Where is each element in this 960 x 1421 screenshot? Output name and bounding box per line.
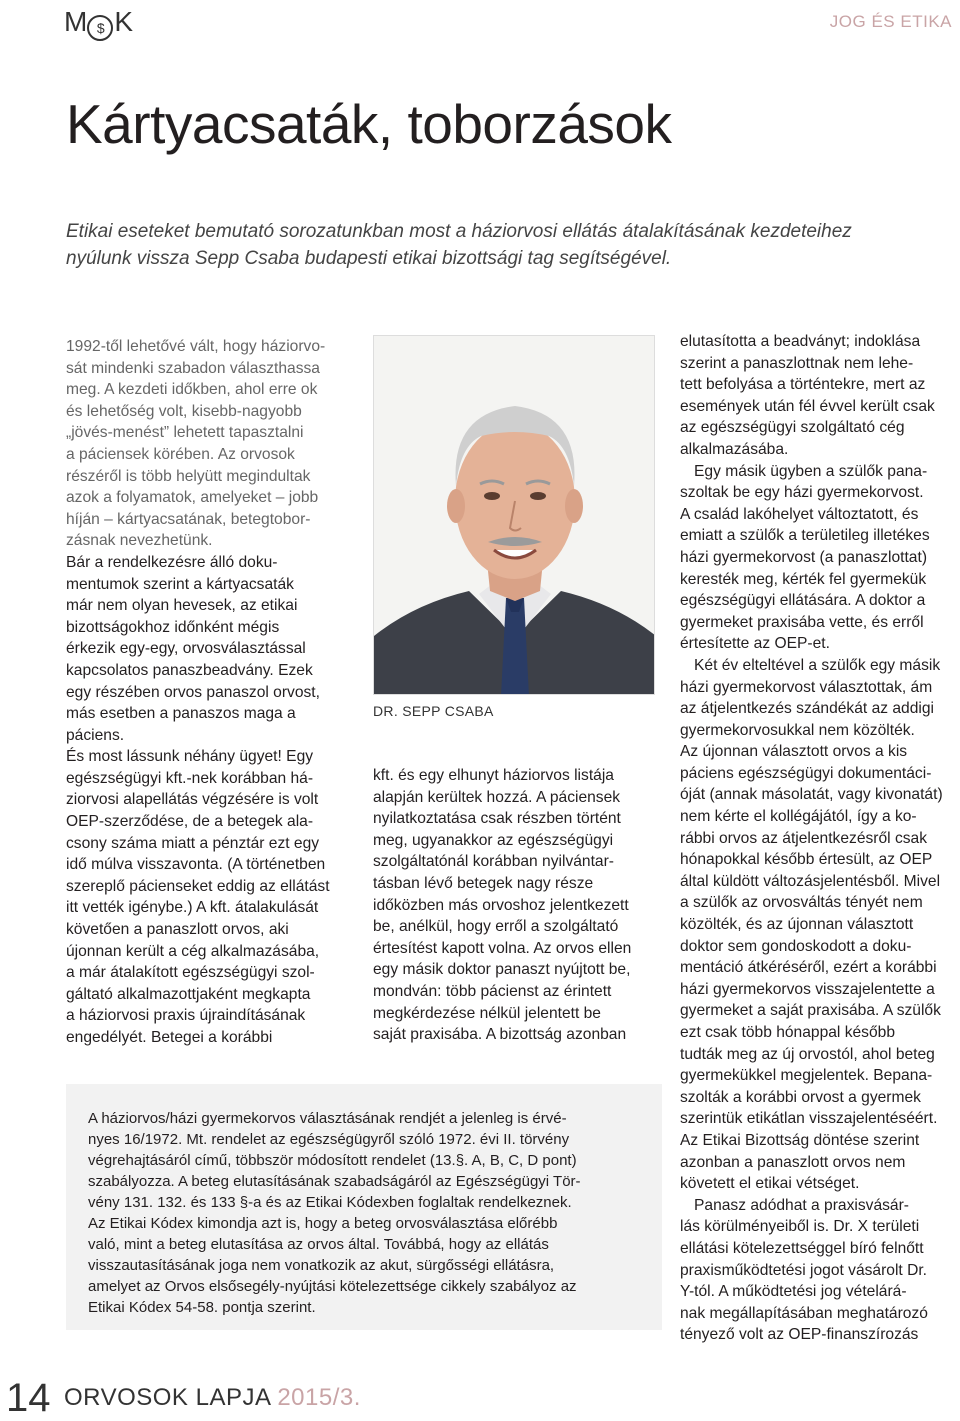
text-line: elutasította a beadványt; indoklása [680, 333, 921, 350]
text-line: más esetben a panaszos maga a [66, 705, 296, 723]
text-line: OEP-szerződése, de a betegek ala- [66, 813, 314, 831]
text-line: sát mindenki szabadon választhassa [66, 359, 320, 377]
text-line: visszautasításának joga nem vonatkozik az akut, sürgősségi ellátásra, [88, 1257, 555, 1274]
text-line: kft. és egy elhunyt háziorvos listája [373, 767, 614, 784]
text-line: lás körülményeiből is. Dr. X területi [680, 1218, 920, 1236]
text-line: által küldött változásjelentésből. Mivel [680, 872, 941, 890]
text-line: érkezik egy-egy, orvosválasztással [66, 640, 306, 658]
text-line: követően a panaszlott orvos, aki [66, 921, 289, 939]
text-line: újonnan került a cég alkalmazásába, [66, 942, 320, 960]
text-line: meg. A kezdeti időkben, ahol erre ok [66, 381, 318, 399]
journal-issue: 2015/3. [277, 1384, 361, 1411]
text-line: alkalmazásába. [680, 440, 789, 458]
text-line: nyes 16/1972. Mt. rendelet az egészségügyről szóló 1972. évi II. törvény [88, 1131, 570, 1148]
text-line: a szülők az orvosváltás tényét nem [680, 894, 923, 912]
text-line: „jövés-menést” lehetett tapasztalni [66, 424, 304, 442]
text-line: meg, ugyanakkor az egészségügyi [373, 831, 614, 849]
column-1 [66, 336, 366, 1049]
text-line: követett el etikai vétséget. [680, 1175, 860, 1193]
info-box-text [88, 1108, 648, 1318]
column-2 [373, 765, 663, 1046]
text-line: szolgáltatónál korábban nyilvántar- [373, 853, 614, 871]
text-line: bizottságokhoz időnként mégis [66, 618, 280, 636]
text-line: páciens egészségügyi dokumentáci- [680, 764, 932, 782]
text-line: tényező volt az OEP-finanszírozás [680, 1326, 919, 1344]
section-label: JOG ÉS ETIKA [829, 12, 952, 31]
intro-paragraph [66, 336, 366, 552]
text-line: páciens. [66, 726, 125, 744]
text-line: házi gyermekorvost választottak, ám [680, 678, 933, 696]
lead-line: nyúlunk vissza Sepp Csaba budapesti etikai bizottsági tag segítségével. [66, 248, 672, 269]
text-line: gáltató alkalmazottjaként megkapta [66, 985, 311, 1003]
text-line: Az újonnan választott orvos a kis [680, 743, 908, 761]
text-line: egy részében orvos panaszol orvost, [66, 683, 320, 701]
portrait-illustration [374, 336, 655, 695]
text-line: közölték, és az újonnan választott [680, 916, 914, 934]
text-line: be, anélkül, hogy erről a szolgáltató [373, 918, 619, 936]
logo-letter-k: K [114, 6, 133, 37]
text-line: szolták a korábbi orvost a gyermek [680, 1088, 921, 1106]
text-line: doktor sem gondoskodott a doku- [680, 937, 912, 955]
logo-caduceus-icon: $ [87, 15, 113, 41]
text-line: szabályozza. A beteg elutasításának szabadságáról az Egészségügyi Tör- [88, 1173, 581, 1190]
text-line: és lehetőség volt, kisebb-nagyobb [66, 402, 302, 420]
text-line: zásnak nevezhetünk. [66, 532, 213, 550]
text-line: praxisműködtetési jogot vásárolt Dr. [680, 1261, 928, 1279]
text-line: idő múlva visszavonta. (A történetben [66, 856, 326, 874]
text-line: amelyet az Orvos elsősegély-nyújtási kötelezettsége cikkely szabályoz az [88, 1278, 577, 1295]
text-line: egészségügyi kft.-nek korábban há- [66, 769, 314, 787]
lead-line: Etikai eseteket bemutató sorozatunkban most a háziorvosi ellátás átalakításának kezdeteihez [66, 221, 852, 242]
text-line: A család lakóhelyet változtatott, és [680, 505, 919, 523]
text-line: értesítést kapott volna. Az orvos ellen [373, 939, 632, 957]
text-line: nem kérte el kollégájától, így a ko- [680, 808, 917, 826]
text-line: keresték meg, kérték fel gyermekük [680, 570, 927, 588]
text-line: mondván: több pácienst az érintett [373, 982, 612, 1000]
text-line: Etikai Kódex 54-58. pontja szerint. [88, 1299, 316, 1316]
text-line: már nem olyan hevesek, az etikai [66, 597, 298, 615]
text-line: tásban lévő betegek nagy része [373, 874, 594, 892]
article-lead [66, 218, 946, 272]
text-line: szereplő pácienseket eddig az ellátást [66, 877, 330, 895]
text-line: részéről is több helyütt megindultak [66, 467, 311, 485]
text-line: Az Etikai Bizottság döntése szerint [680, 1131, 920, 1149]
text-line: szoltak be egy házi gyermekorvost. [680, 484, 924, 502]
text-line: ellátási kötelezettséggel bíró felnőtt [680, 1239, 924, 1257]
journal-name: ORVOSOK LAPJA [64, 1384, 271, 1411]
text-line: tett befolyása a történtekre, mert az [680, 376, 926, 394]
text-line: engedélyét. Betegei a korábbi [66, 1029, 273, 1046]
page-number: 14 [6, 1376, 51, 1420]
journal-footer [64, 1384, 361, 1412]
text-line: És most lássunk néhány ügyet! Egy [66, 748, 314, 766]
text-line: Egy másik ügyben a szülők pana- [694, 462, 928, 480]
photo-caption: DR. SEPP CSABA [373, 703, 494, 719]
text-line: nak megállapításában meghatározó [680, 1304, 928, 1322]
text-line: végrehajtásáról című, többször módosított rendelet (13.§. A, B, C, D pont) [88, 1152, 577, 1169]
text-line: házi gyermekorvos visszajelentette a [680, 980, 935, 998]
text-line: Panasz adódhat a praxisvásár- [694, 1196, 909, 1214]
text-line: az egészségügyi szolgáltató cég [680, 419, 905, 437]
text-line: a páciensek körében. Az orvosok [66, 445, 295, 463]
column-3 [680, 331, 960, 1346]
text-line: csony száma miatt a pénztár ezt egy [66, 834, 320, 852]
text-line: kapcsolatos panaszbeadvány. Ezek [66, 661, 313, 679]
text-line: óját (annak másolatát, vagy kivonatát) [680, 786, 943, 804]
text-line: szerint a panaszlottnak nem lehe- [680, 354, 914, 372]
text-line: egészségügyi ellátására. A doktor a [680, 592, 926, 610]
text-line: értesítette az OEP-et. [680, 635, 830, 653]
text-line: rábbi orvos az átjelentkezésről csak [680, 829, 928, 847]
text-line: mentumok szerint a kártyacsaták [66, 575, 294, 593]
text-line: 1992-től lehetővé vált, hogy háziorvo- [66, 338, 326, 355]
text-line: A háziorvos/házi gyermekorvos választásának rendjét a jelenleg is érvé- [88, 1110, 567, 1127]
journal-logo [64, 6, 132, 39]
text-line: gyermeket a saját praxisába. A szülők [680, 1002, 941, 1020]
text-line: események után fél évvel került csak [680, 397, 935, 415]
text-line: hónapokkal később értesült, az OEP [680, 851, 933, 869]
text-line: házi gyermekorvost (a panaszlottat) [680, 548, 928, 566]
text-line: egy másik doktor panaszt nyújtott be, [373, 961, 631, 979]
text-line: saját praxisába. A bizottság azonban [373, 1026, 627, 1044]
logo-letter-m: M [64, 6, 87, 37]
body-paragraph [66, 552, 366, 1049]
text-line: Két év elteltével a szülők egy másik [694, 656, 941, 674]
text-line: nyilatkoztatása csak részben történt [373, 810, 621, 828]
text-line: azok a folyamatok, amelyeket – jobb [66, 489, 319, 507]
text-line: ziorvosi alapellátás végzésére is volt [66, 791, 319, 809]
text-line: Y-tól. A működtetési jog vételárá- [680, 1283, 907, 1301]
text-line: az átjelentkezés szándékát az addigi [680, 700, 934, 718]
text-line: itt vették igénybe.) A kft. átalakulását [66, 899, 319, 917]
text-line: szerintük etikátlan visszajelentéséért. [680, 1110, 938, 1128]
text-line: mentáció átkéréséről, ezért a korábbi [680, 959, 937, 977]
text-line: a már átalakított egészségügyi szol- [66, 964, 315, 982]
text-line: időközben más orvoshoz jelentkezett [373, 896, 629, 914]
text-line: tudták meg az új orvostól, ahol beteg [680, 1045, 935, 1063]
portrait-photo [373, 335, 655, 695]
text-line: gyermekükkel megjelentek. Bepana- [680, 1067, 933, 1085]
text-line: Bár a rendelkezésre álló doku- [66, 553, 278, 571]
text-line: való, mint a beteg elutasítása az orvos által. Továbbá, hogy az ellátás [88, 1236, 549, 1253]
text-line: ezt csak több hónappal később [680, 1024, 896, 1041]
text-line: híján – kártyacsatának, betegtobor- [66, 510, 311, 528]
text-line: gyermekorvosukkal nem közölték. [680, 721, 915, 739]
text-line: alapján kerültek hozzá. A páciensek [373, 788, 621, 806]
text-line: emiatt a szülők a területileg illetékes [680, 527, 930, 545]
article-title: Kártyacsaták, toborzások [66, 93, 672, 155]
text-line: azonban a panaszlott orvos nem [680, 1153, 906, 1171]
text-line: vény 131. 132. és 133 §-a és az Etikai Kódexben foglaltak rendelkeznek. [88, 1194, 572, 1211]
text-line: a háziorvosi praxis újraindításának [66, 1007, 306, 1025]
text-line: gyermeket praxisába vette, és erről [680, 613, 924, 631]
text-line: Az Etikai Kódex kimondja azt is, hogy a beteg orvosválasztása előrébb [88, 1215, 558, 1232]
text-line: megkérdezése nélkül jelentett be [373, 1004, 601, 1022]
